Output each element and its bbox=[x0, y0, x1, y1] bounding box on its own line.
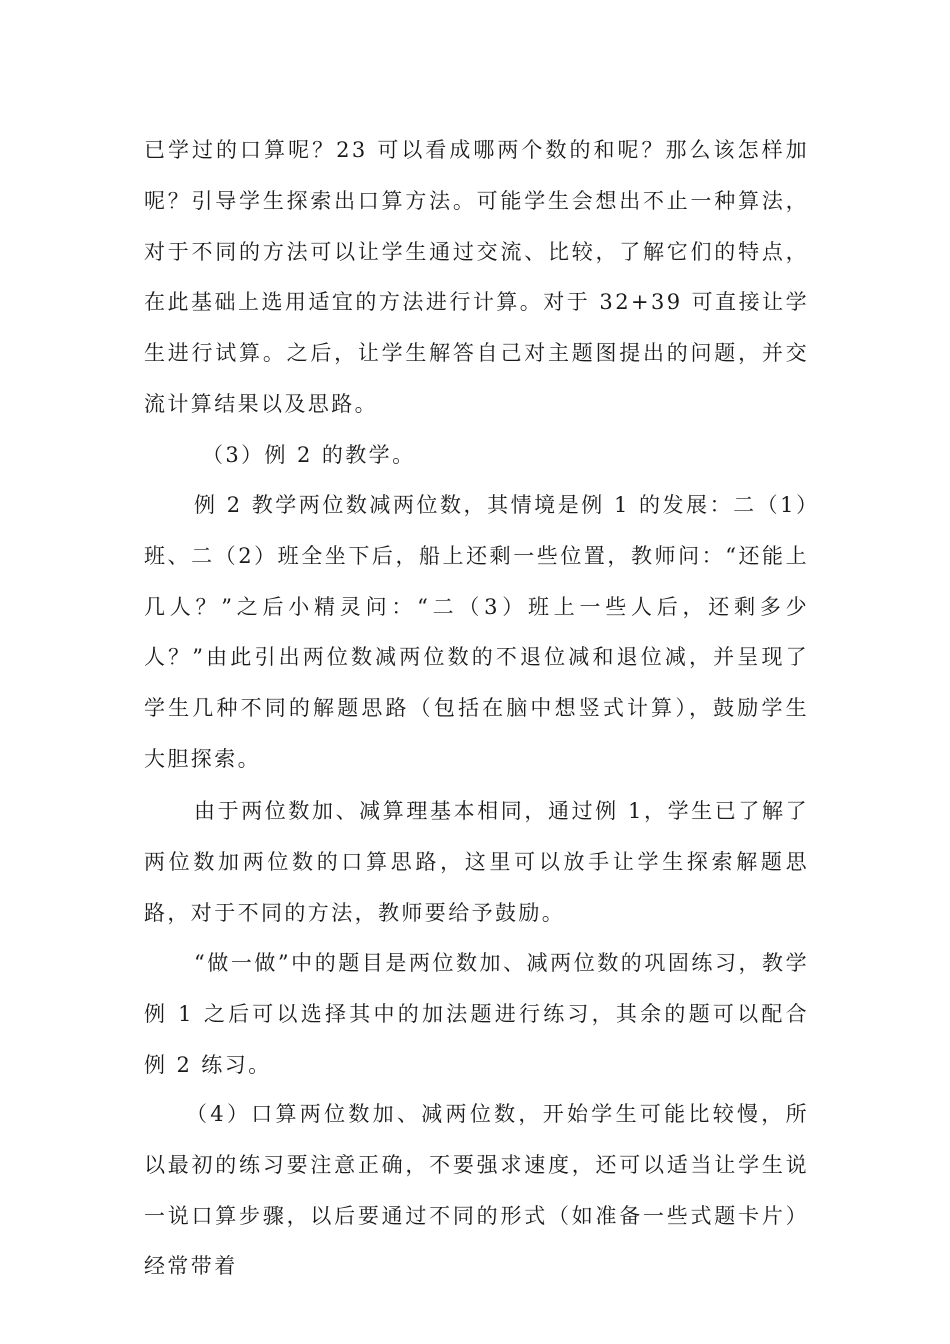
paragraph-oral-calculation-intro: 已学过的口算呢？23 可以看成哪两个数的和呢？那么该怎样加呢？引导学生探索出口算方法。可能学生会想出不止一种算法，对于不同的方法可以让学生通过交流、比较，了解它们的特点，在此基础上选用适宜的方法进行计算。对于 32+39 可直接让学生进行试算。之后，让学生解答自己对主题图提出的问题，并交流计算结果以及思路。 bbox=[144, 138, 809, 416]
paragraph-oral-calculation-practice: （4）口算两位数加、减两位数，开始学生可能比较慢，所以最初的练习要注意正确，不要强求速度，还可以适当让学生说一说口算步骤，以后要通过不同的形式（如准备一些式题卡片）经常带着 bbox=[144, 1102, 809, 1279]
paragraph-addition-subtraction-principle: 由于两位数加、减算理基本相同，通过例 1，学生已了解了两位数加两位数的口算思路，这里可以放手让学生探索解题思路，对于不同的方法，教师要给予鼓励。 bbox=[144, 799, 809, 925]
paragraph-practice-exercises: “做一做”中的题目是两位数加、减两位数的巩固练习，教学例 1 之后可以选择其中的加法题进行练习，其余的题可以配合例 2 练习。 bbox=[144, 951, 809, 1077]
paragraph-example-2-description: 例 2 教学两位数减两位数，其情境是例 1 的发展：二（1）班、二（2）班全坐下后，船上还剩一些位置，教师问：“还能上几人？”之后小精灵问：“二（3）班上一些人后，还剩多少人？”由此引出两位数减两位数的不退位减和退位减，并呈现了学生几种不同的解题思路（包括在脑中想竖式计算），鼓励学生大胆探索。 bbox=[144, 493, 809, 771]
paragraph-example-2-heading: （3）例 2 的教学。 bbox=[202, 443, 416, 467]
